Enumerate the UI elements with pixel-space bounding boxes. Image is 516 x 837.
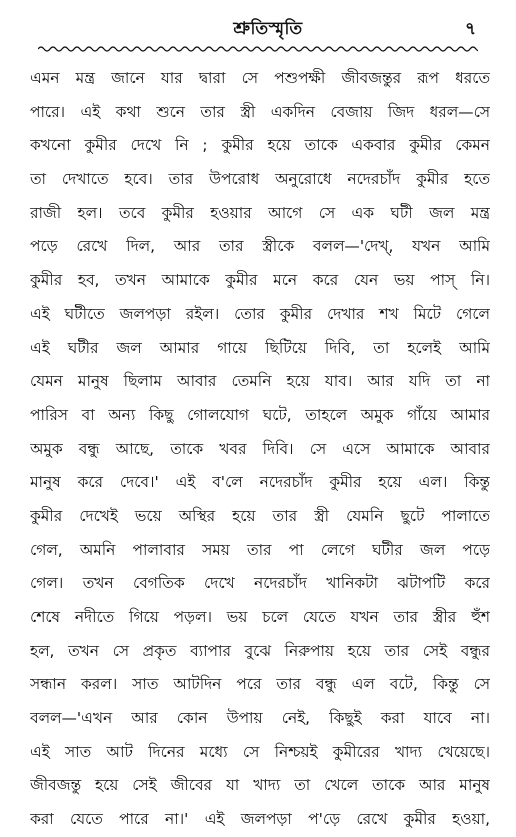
text-line: পড়ে রেখে দিল, আর তার স্ত্রীকে বলল—'দেখ্, যখন আমি <box>30 237 490 256</box>
text-line: পারে। এই কথা শুনে তার স্ত্রী একদিন বেজায় জিদ ধরল—সে <box>30 102 490 121</box>
text-line: রাজী হল। তবে কুমীর হওয়ার আগে সে এক ঘটী জল মন্ত্র <box>30 203 490 222</box>
text-line: বলল—'এখন আর কোন উপায় নেই, কিছুই করা যাবে না। <box>30 709 490 728</box>
page-number: ৭ <box>464 19 476 39</box>
text-line: কখনো কুমীর দেখে নি ; কুমীর হয়ে তাকে একবার কুমীর কেমন <box>30 136 490 155</box>
text-line: গেল, অমনি পালাবার সময় তার পা লেগে ঘটীর জল পড়ে <box>30 540 490 559</box>
text-line: কুমীর হব, তখন আমাকে কুমীর মনে করে যেন ভয় পাস্ নি। <box>30 271 490 290</box>
text-line: মানুষ করে দেবে।' এই ব'লে নদেরচাঁদ কুমীর হয়ে এল। কিন্তু <box>30 473 490 492</box>
text-line: হল, তখন সে প্রকৃত ব্যাপার বুঝে নিরুপায় হয়ে তার সেই বন্ধুর <box>30 641 490 660</box>
wavy-divider <box>38 42 478 56</box>
text-line: তা দেখাতে হবে। তার উপরোধ অনুরোধে নদেরচাঁদ কুমীর হতে <box>30 170 490 189</box>
text-line: এই ঘটীর জল আমার গায়ে ছিটিয়ে দিবি, তা হলেই আমি <box>30 338 490 357</box>
running-title: শ্রুতিস্মৃতি <box>233 19 303 39</box>
text-line: শেষে নদীতে গিয়ে পড়ল। ভয় চলে যেতে যখন তার স্ত্রীর হুঁশ <box>30 608 490 626</box>
text-line: সন্ধান করল। সাত আটদিন পরে তার বন্ধু এল বটে, কিন্তু সে <box>30 675 490 694</box>
text-line: করা যেতে পারে না।' এই জলপড়া প'ড়ে রেখে কুমীর হওয়া, <box>30 810 490 829</box>
text-line: পারিস বা অন্য কিছু গোলযোগ ঘটে, তাহলে অমুক গাঁয়ে আমার <box>30 405 490 424</box>
body-text <box>30 62 490 837</box>
text-line: যেমন মানুষ ছিলাম আবার তেমনি হয়ে যাব। আর যদি তা না <box>30 372 490 391</box>
text-line: কুমীর দেখেই ভয়ে অস্থির হয়ে তার স্ত্রী যেমনি ছুটে পালাতে <box>30 506 490 525</box>
text-line: গেল। তখন বেগতিক দেখে নদেরচাঁদ খানিকটা ঝটাপটি করে <box>30 574 490 593</box>
text-line: এমন মন্ত্র জানে যার দ্বারা সে পশুপক্ষী জীবজন্তুর রূপ ধরতে <box>30 69 490 87</box>
page-header <box>38 14 498 44</box>
text-line: অমুক বন্ধু আছে, তাকে খবর দিবি। সে এসে আমাকে আবার <box>30 439 490 458</box>
text-line: এই ঘটীতে জলপড়া রইল। তোর কুমীর দেখার শখ মিটে গেলে <box>30 304 490 323</box>
text-line: জীবজন্তু হয়ে সেই জীবের যা খাদ্য তা খেলে তাকে আর মানুষ <box>30 776 490 795</box>
text-line: এই সাত আট দিনের মধ্যে সে নিশ্চয়ই কুমীরের খাদ্য খেয়েছে। <box>30 742 490 761</box>
